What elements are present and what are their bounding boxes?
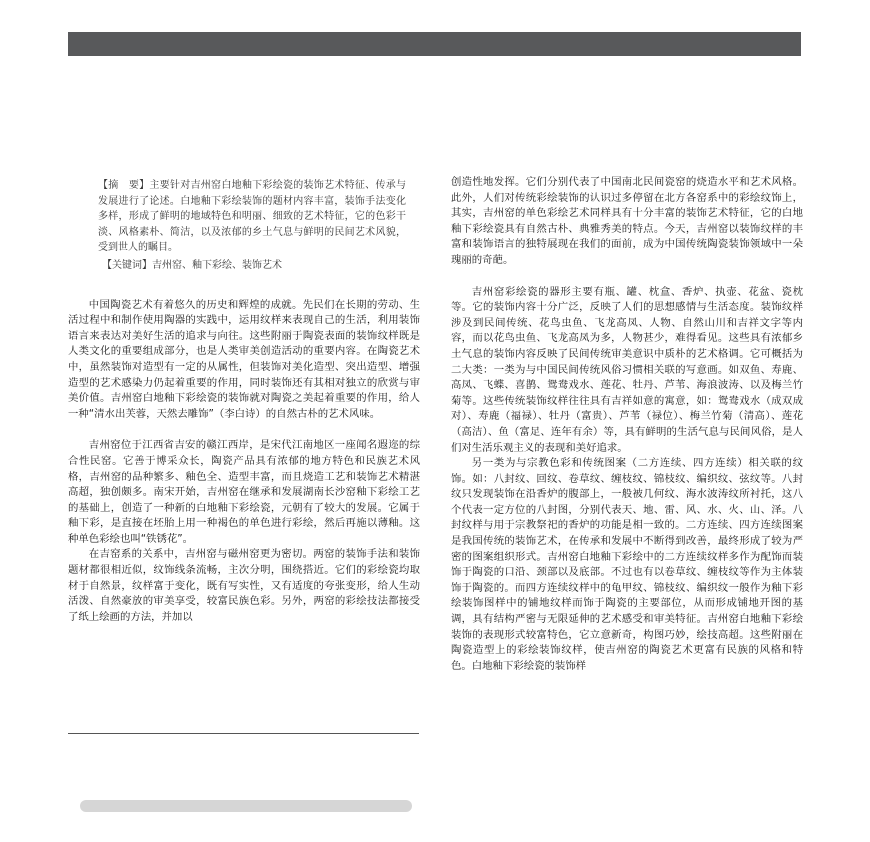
body-paragraph: 创造性地发挥。它们分别代表了中国南北民间瓷窑的烧造水平和艺术风格。此外，人们对传统彩绘装饰的认识过多停留在北方各窑系中的彩绘纹饰上，其实，吉州窑的单色彩绘艺术同样具有十分丰富的装饰艺术特征，它的白地釉下彩绘瓷具有自然古朴、典雅秀美的特点。今天，吉州窑以装饰纹样的丰富和装饰语言的独特展现在我们的面前，成为中国传统陶瓷装饰领域中一朵瑰丽的奇葩。 [451,176,803,266]
abstract-block [68,178,420,274]
keywords-label: 【关键词】 [102,259,152,271]
body-paragraph: 吉州窑彩绘瓷的器形主要有瓶、罐、枕盒、香炉、执壶、花盆、瓷枕等。它的装饰内容十分广泛，反映了人们的思想感情与生活态度。装饰纹样涉及到民间传统、花鸟虫鱼、飞龙高凤、人物、自然山川和吉祥文字等内容，而以花鸟虫鱼、飞龙高凤为多，人物甚少，难得看见。这些具有浓郁乡土气息的装饰内容反映了民间传统审美意识中质朴的艺术格调。它可概括为二大类：一类为与中国民间传统风俗习惯相关联的写意画。如双鱼、寿鹿、高凤、飞蝶、喜鹊、鸳鸯戏水、莲花、牡丹、芦苇、海浪波涛、以及梅兰竹菊等。这些传统装饰纹样往往具有吉祥如意的寓意，如：鸳鸯戏水（成双成对）、寿鹿（福禄）、牡丹（富贵）、芦苇（禄位）、梅兰竹菊（清高）、莲花（高洁）、鱼（富足、连年有余）等，具有鲜明的生活气息与民间风俗，是人们对生活乐观主义的表现和美好追求。 [451,285,803,454]
column-end-rule [68,733,419,734]
body-paragraph: 吉州窑位于江西省吉安的赣江西岸，是宋代江南地区一座闻名遐迩的综合性民窑。它善于博采众长，陶瓷产品具有浓郁的地方特色和民族艺术风格，吉州窑的品种繁多、釉色全、造型丰富，而且烧造工艺和装饰艺术精湛高超，独创颇多。南宋开始，吉州窑在继承和发展湖南长沙窑釉下彩绘工艺的基础上，创造了一种新的白地釉下彩绘瓷，元朝有了较大的发展。它属于釉下彩，是直接在坯胎上用一种褐色的单色进行彩绘，然后再施以薄釉。这种单色彩绘也叫“铁锈花”。 [68,439,420,545]
page-header-bar [68,32,801,56]
abstract-label: 【摘 要】 [98,180,150,191]
horizontal-scrollbar[interactable] [80,800,412,812]
left-column [68,178,420,625]
body-paragraph: 另一类为与宗教色彩和传统图案（二方连续、四方连续）相关联的纹饰。如：八封纹、回纹、卷草纹、缠枝纹、锦枝纹、编织纹、弦纹等。八封纹只发现装饰在沿香炉的腹部上，一般被几何纹、海水波涛纹所衬托，这八个代表一定方位的八封图，分别代表天、地、雷、风、水、火、山、泽。八封纹样与用于宗教祭祀的香炉的功能是相一致的。二方连续、四方连续图案是我国传统的装饰艺术，在传承和发展中不断得到改善，最终形成了较为严密的图案组织形式。吉州窑白地釉下彩绘中的二方连续纹样多作为配饰而装饰于陶瓷的口沿、颈部以及底部。不过也有以卷草纹、缠枝纹等作为主体装饰于陶瓷的。而四方连续纹样中的龟甲纹、锦枝纹、编织纹一般作为釉下彩绘装饰图样中的铺地纹样而饰于陶瓷的主要部位，从而形成铺地开图的基调，具有结构严密与无限延伸的艺术感受和审美特征。吉州窑白地釉下彩绘装饰的表现形式较富特色，它立意新奇，构图巧妙，绘技高超。这些附丽在陶瓷造型上的彩绘装饰纹样，使吉州窑的陶瓷艺术更富有民族的风格和特色。白地釉下彩绘瓷的装饰样 [451,457,803,672]
body-paragraph: 在吉窑系的关系中，吉州窑与磁州窑更为密切。两窑的装饰手法和装饰题材都很相近似，纹饰线条流畅，主次分明，围绕搭近。它们的彩绘瓷均取材于自然景，纹样富于变化，既有写实性，又有适度的夸张变形，给人生动活泼、自然豪放的审美享受，较富民族色彩。另外，两窑的彩绘技法都接受了纸上绘画的方法，并加以 [68,548,420,623]
abstract-body: 主要针对吉州窑白地釉下彩绘瓷的装饰艺术特征、传承与发展进行了论述。白地釉下彩绘装饰的题材内容丰富，装饰手法变化多样，形成了鲜明的地域特色和明丽、细致的艺术特征，它的色彩干淡、风格素朴、简洁，以及浓郁的乡土气息与鲜明的民间艺术风貌，受到世人的瞩目。 [98,180,407,254]
body-paragraph: 中国陶瓷艺术有着悠久的历史和辉煌的成就。先民们在长期的劳动、生活过程中和制作使用陶器的实践中，运用纹样来表现自己的生活，利用装饰语言来表达对美好生活的追求与向往。这些附丽于陶瓷表面的装饰纹样既是人类文化的重要组成部分，也是人类审美创造活动的重要内容。在陶瓷艺术中，虽然装饰对造型有一定的从属性，但装饰对美化造型、突出造型、增强造型的艺术感染力仍起着重要的作用，同时装饰还有其相对独立的欣赏与审美价值。吉州窑白地釉下彩绘瓷的装饰就对陶瓷之美起着重要的作用，给人一种“清水出芙蓉，天然去雕饰”（李白诗）的自然古朴的艺术风味。 [68,298,420,420]
keywords-text: 吉州窑、釉下彩绘、装饰艺术 [152,259,282,271]
keywords-line [98,258,406,274]
abstract-text [98,178,406,256]
right-column [451,175,803,674]
